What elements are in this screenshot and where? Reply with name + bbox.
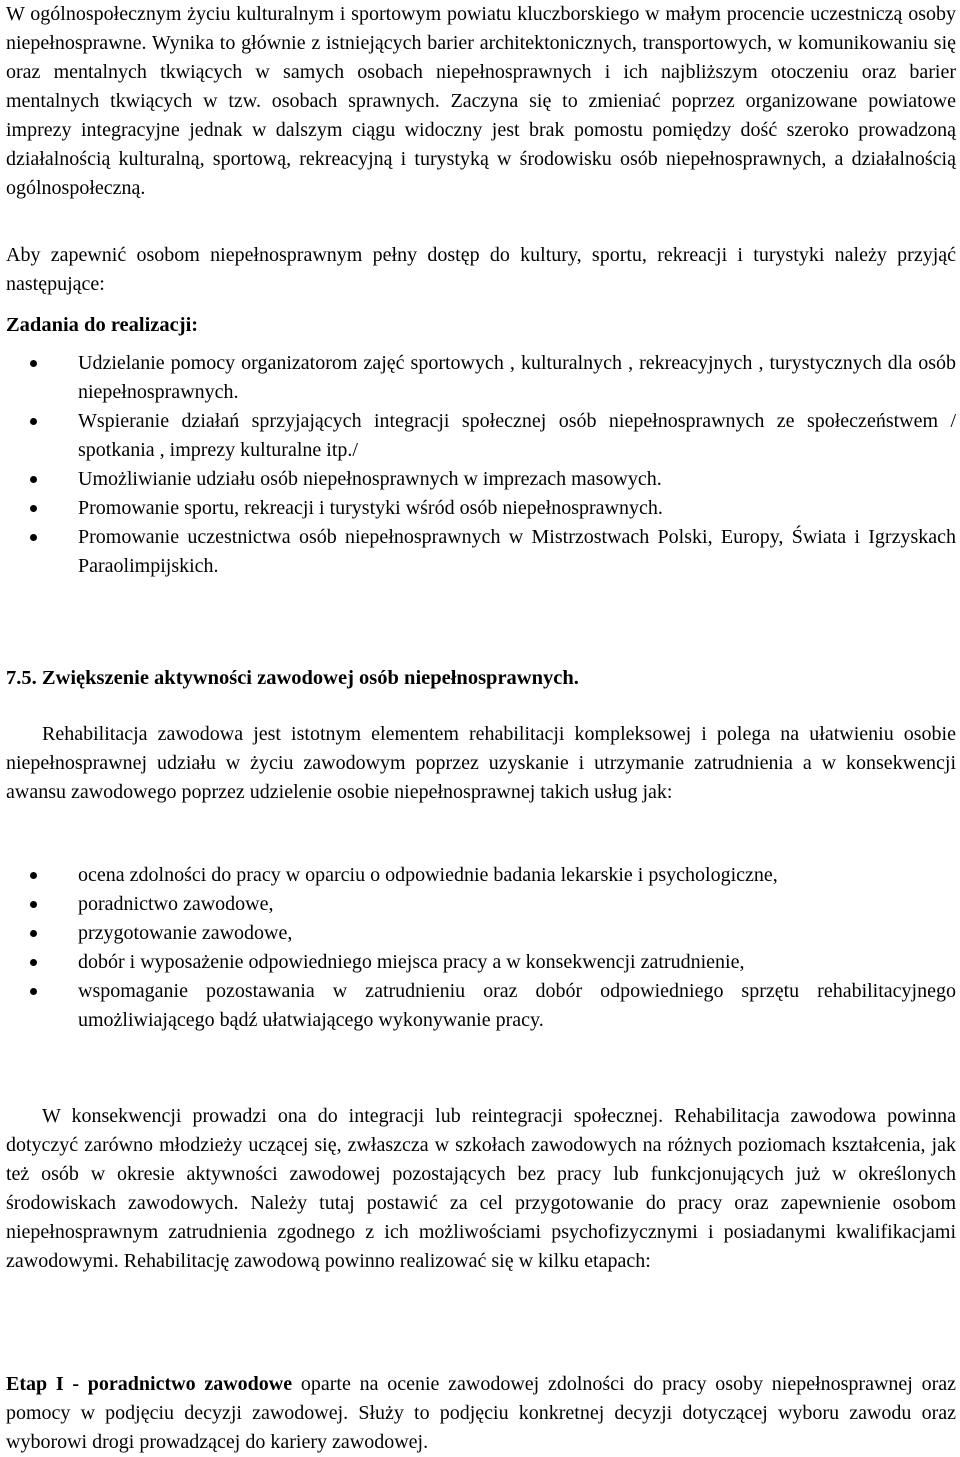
list-item: dobór i wyposażenie odpowiedniego miejsca pracy a w konsekwencji zatrudnienie, bbox=[6, 948, 956, 977]
list-item: przygotowanie zawodowe, bbox=[6, 919, 956, 948]
bullet-icon bbox=[30, 930, 37, 937]
stage-one-label: Etap I - poradnictwo zawodowe bbox=[6, 1373, 293, 1395]
list-item: Umożliwianie udziału osób niepełnosprawnych w imprezach masowych. bbox=[6, 465, 956, 494]
paragraph-intro: W ogólnospołecznym życiu kulturalnym i sportowym powiatu kluczborskiego w małym procencie uczestniczą osoby niepełnosprawne. Wynika to głównie z istniejących barier architektonicznych, transportowych, w komunikowaniu się oraz mentalnych tkwiących w samych osobach niepełnosprawnych i ich najbliższym otoczeniu oraz barier mentalnych tkwiących w tzw. osobach sprawnych. Zaczyna się to zmieniać poprzez organizowane powiatowe imprezy integracyjne jednak w dalszym ciągu widoczny jest brak pomostu pomiędzy dość szeroko prowadzoną działalnością kulturalną, sportową, rekreacyjną i turystyką w środowisku osób niepełnosprawnych, a działalnością ogólnospołeczną. bbox=[6, 3, 956, 199]
list-item: Promowanie sportu, rekreacji i turystyki wśród osób niepełnosprawnych. bbox=[6, 494, 956, 523]
list-item: poradnictwo zawodowe, bbox=[6, 890, 956, 919]
tasks-list bbox=[6, 349, 956, 581]
list-item: wspomaganie pozostawania w zatrudnieniu oraz dobór odpowiedniego sprzętu rehabilitacyjnego umożliwiającego bądź ułatwiającego wykonywanie pracy. bbox=[6, 977, 956, 1035]
bullet-icon bbox=[30, 901, 37, 908]
list-item: Promowanie uczestnictwa osób niepełnosprawnych w Mistrzostwach Polski, Europy, Świata i Igrzyskach Paraolimpijskich. bbox=[6, 523, 956, 581]
paragraph-rehabilitation: Rehabilitacja zawodowa jest istotnym elementem rehabilitacji kompleksowej i polega na ułatwieniu osobie niepełnosprawnej udziału w życiu zawodowym poprzez uzyskanie i utrzymanie zatrudnienia a w konsekwencji awansu zawodowego poprzez udzielenie osobie niepełnosprawnej takich usług jak: bbox=[6, 723, 956, 803]
bullet-icon bbox=[30, 505, 37, 512]
bullet-icon bbox=[30, 476, 37, 483]
bullet-icon bbox=[30, 360, 37, 367]
list-item: ocena zdolności do pracy w oparciu o odpowiednie badania lekarskie i psychologiczne, bbox=[6, 861, 956, 890]
section-heading: 7.5. Zwiększenie aktywności zawodowej osób niepełnosprawnych. bbox=[6, 667, 579, 689]
bullet-icon bbox=[30, 988, 37, 995]
bullet-icon bbox=[30, 872, 37, 879]
list-item: Wspieranie działań sprzyjających integracji społecznej osób niepełnosprawnych ze społeczeństwem / spotkania , imprezy kulturalne itp./ bbox=[6, 407, 956, 465]
paragraph-access: Aby zapewnić osobom niepełnosprawnym pełny dostęp do kultury, sportu, rekreacji i turystyki należy przyjąć następujące: bbox=[6, 244, 956, 295]
bullet-icon bbox=[30, 418, 37, 425]
list-item: Udzielanie pomocy organizatorom zajęć sportowych , kulturalnych , rekreacyjnych , turystycznych dla osób niepełnosprawnych. bbox=[6, 349, 956, 407]
stage-one-text: oparte na ocenie zawodowej zdolności do pracy osoby niepełnosprawnej oraz pomocy w podjęciu decyzji zawodowej. Służy to podjęciu konkretnej decyzji dotyczącej wyboru zawodu oraz wyborowi drogi prowadzącej do kariery zawodowej. bbox=[6, 1373, 957, 1453]
paragraph-stage-one bbox=[6, 1370, 956, 1457]
bullet-icon bbox=[30, 534, 37, 541]
bullet-icon bbox=[30, 959, 37, 966]
paragraph-integration: W konsekwencji prowadzi ona do integracji lub reintegracji społecznej. Rehabilitacja zawodowa powinna dotyczyć zarówno młodzieży uczącej się, zwłaszcza w szkołach zawodowych na różnych poziomach kształcenia, jak też osób w okresie aktywności zawodowej pozostających bez pracy lub funkcjonujących już w określonych środowiskach zawodowych. Należy tutaj postawić za cel przygotowanie do pracy oraz zapewnienie osobom niepełnosprawnym zatrudnienia zgodnego z ich możliwościami psychofizycznymi i posiadanymi kwalifikacjami zawodowymi. Rehabilitację zawodową powinno realizować się w kilku etapach: bbox=[6, 1105, 956, 1272]
services-list bbox=[6, 861, 956, 1035]
tasks-heading: Zadania do realizacji: bbox=[6, 314, 199, 336]
